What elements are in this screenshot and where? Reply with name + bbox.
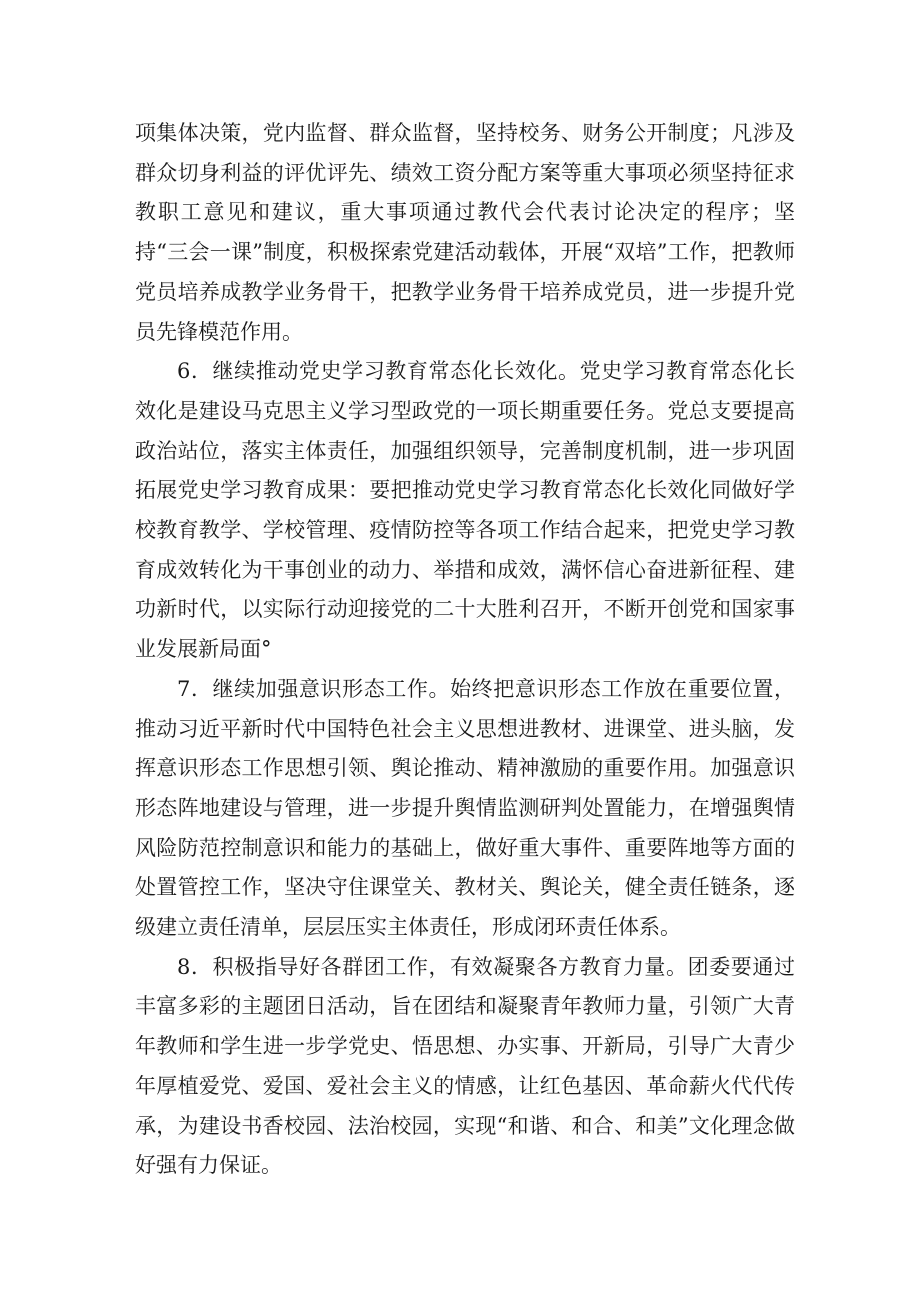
document-body	[135, 114, 795, 1186]
paragraph-item-6: 6．继续推动党史学习教育常态化长效化。党史学习教育常态化长效化是建设马克思主义学习型政党的一项长期重要任务。党总支要提高政治站位，落实主体责任，加强组织领导，完善制度机制，进一步巩固拓展党史学习教育成果：要把推动党史学习教育常态化长效化同做好学校教育教学、学校管理、疫情防控等各项工作结合起来，把党史学习教育成效转化为干事创业的动力、举措和成效，满怀信心奋进新征程、建功新时代，以实际行动迎接党的二十大胜利召开，不断开创党和国家事业发展新局面°	[135, 359, 795, 662]
paragraph-continuation: 项集体决策，党内监督、群众监督，坚持校务、财务公开制度；凡涉及群众切身利益的评优评先、绩效工资分配方案等重大事项必须坚持征求教职工意见和建议，重大事项通过教代会代表讨论决定的程序；坚持“三会一课”制度，积极探索党建活动载体，开展“双培”工作，把教师党员培养成教学业务骨干，把教学业务骨干培养成党员，进一步提升党员先锋模范作用。	[135, 121, 795, 344]
paragraph-item-8: 8．积极指导好各群团工作，有效凝聚各方教育力量。团委要通过丰富多彩的主题团日活动，旨在团结和凝聚青年教师力量，引领广大青年教师和学生进一步学党史、悟思想、办实事、开新局，引导广大青少年厚植爱党、爱国、爱社会主义的情感，让红色基因、革命薪火代代传承，为建设书香校园、法治校园，实现“和谐、和合、和美”文化理念做好强有力保证。	[135, 954, 795, 1178]
paragraph-item-7: 7．继续加强意识形态工作。始终把意识形态工作放在重要位置，推动习近平新时代中国特色社会主义思想进教材、进课堂、进头脑，发挥意识形态工作思想引领、舆论推动、精神激励的重要作用。加强意识形态阵地建设与管理，进一步提升舆情监测研判处置能力，在增强舆情风险防范控制意识和能力的基础上，做好重大事件、重要阵地等方面的处置管控工作，坚决守住课堂关、教材关、舆论关，健全责任链条，逐级建立责任清单，层层压实主体责任，形成闭环责任体系。	[135, 676, 795, 940]
